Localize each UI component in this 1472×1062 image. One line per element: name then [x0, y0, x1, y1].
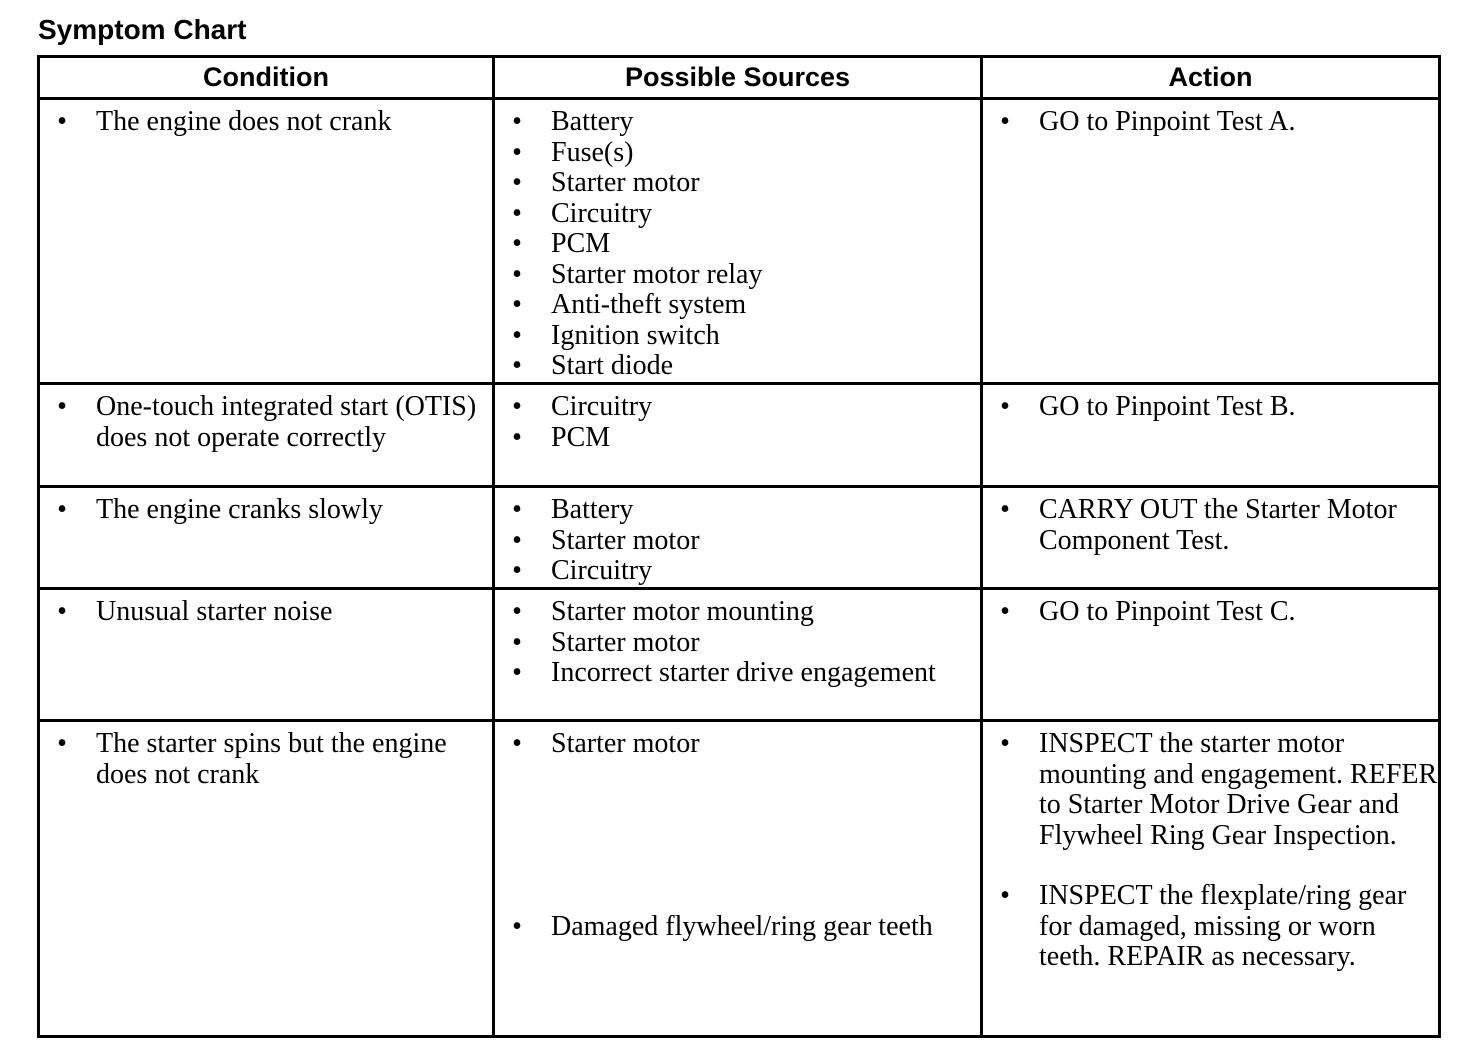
bullet-icon: •: [512, 319, 522, 351]
list-item: • Incorrect starter drive engagement: [495, 658, 980, 689]
condition-cell: [39, 99, 494, 384]
list-item: • Ignition switch: [495, 321, 980, 352]
list-item: • PCM: [495, 423, 980, 454]
page-title: Symptom Chart: [38, 14, 247, 45]
header-condition: Condition: [39, 57, 494, 99]
bullet-icon: •: [512, 289, 522, 320]
table-row: [39, 487, 1440, 589]
sources-cell: [494, 721, 982, 1037]
condition-cell: [39, 589, 494, 721]
bullet-icon: •: [512, 136, 522, 168]
list-item: • PCM: [495, 229, 980, 260]
list-item: • Fuse(s): [495, 138, 980, 169]
bullet-icon: •: [512, 524, 522, 556]
bullet-icon: •: [512, 910, 522, 942]
bullet-icon: •: [512, 555, 522, 586]
list-item: • INSPECT the flexplate/ring gear for damaged, missing or worn teeth. REPAIR as necessary.: [983, 881, 1438, 973]
action-cell: [982, 589, 1440, 721]
list-item: • Starter motor mounting: [495, 597, 980, 628]
list-item: • Start diode: [495, 351, 980, 382]
bullet-icon: •: [512, 106, 522, 137]
list-item: • INSPECT the starter motor mounting and engagement. REFER to Starter Motor Drive Gear and Flywheel Ring Gear Inspection.: [983, 729, 1438, 851]
list-item: • The starter spins but the engine does not crank: [40, 729, 492, 790]
list-item: • Circuitry: [495, 199, 980, 230]
symptom-chart-table: [37, 55, 1441, 1038]
bullet-icon: •: [1000, 391, 1010, 422]
bullet-icon: •: [57, 391, 67, 422]
list-item: • Battery: [495, 107, 980, 138]
bullet-icon: •: [1000, 728, 1010, 759]
bullet-icon: •: [57, 106, 67, 137]
table-header-row: [39, 57, 1440, 99]
bullet-icon: •: [512, 391, 522, 422]
bullet-icon: •: [512, 258, 522, 290]
bullet-icon: •: [512, 228, 522, 259]
list-item: • CARRY OUT the Starter Motor Component Test.: [983, 495, 1438, 556]
list-item: • Battery: [495, 495, 980, 526]
table-row: [39, 384, 1440, 487]
list-item: • Unusual starter noise: [40, 597, 492, 628]
bullet-icon: •: [512, 596, 522, 627]
action-cell: [982, 99, 1440, 384]
list-item: • Starter motor: [495, 628, 980, 659]
list-item: • Starter motor relay: [495, 260, 980, 291]
bullet-icon: •: [512, 494, 522, 525]
header-possible-sources: Possible Sources: [494, 57, 982, 99]
condition-cell: [39, 384, 494, 487]
list-item: • Anti-theft system: [495, 290, 980, 321]
bullet-icon: •: [57, 596, 67, 627]
bullet-icon: •: [1000, 106, 1010, 137]
action-cell: [982, 384, 1440, 487]
header-action: Action: [982, 57, 1440, 99]
bullet-icon: •: [1000, 494, 1010, 525]
bullet-icon: •: [512, 421, 522, 453]
list-item: • GO to Pinpoint Test A.: [983, 107, 1438, 138]
sources-cell: [494, 384, 982, 487]
condition-cell: [39, 487, 494, 589]
list-item: • Damaged flywheel/ring gear teeth: [495, 912, 980, 943]
bullet-icon: •: [512, 350, 522, 381]
sources-cell: [494, 487, 982, 589]
list-item: • Circuitry: [495, 392, 980, 423]
bullet-icon: •: [57, 728, 67, 759]
list-item: • Starter motor: [495, 729, 980, 760]
list-item: • Starter motor: [495, 168, 980, 199]
bullet-icon: •: [1000, 880, 1010, 911]
bullet-icon: •: [512, 167, 522, 198]
action-cell: [982, 721, 1440, 1037]
sources-cell: [494, 589, 982, 721]
list-item: • The engine cranks slowly: [40, 495, 492, 526]
bullet-icon: •: [512, 728, 522, 759]
list-item: • One-touch integrated start (OTIS) does not operate correctly: [40, 392, 492, 453]
sources-cell: [494, 99, 982, 384]
bullet-icon: •: [512, 197, 522, 229]
list-item: • GO to Pinpoint Test C.: [983, 597, 1438, 628]
list-item: • GO to Pinpoint Test B.: [983, 392, 1438, 423]
table-row: [39, 99, 1440, 384]
bullet-icon: •: [512, 657, 522, 688]
bullet-icon: •: [512, 626, 522, 658]
condition-cell: [39, 721, 494, 1037]
table-row: [39, 721, 1440, 1037]
list-item: • Starter motor: [495, 526, 980, 557]
bullet-icon: •: [1000, 596, 1010, 627]
table-row: [39, 589, 1440, 721]
bullet-icon: •: [57, 494, 67, 525]
action-cell: [982, 487, 1440, 589]
list-item: • The engine does not crank: [40, 107, 492, 138]
list-item: • Circuitry: [495, 556, 980, 587]
